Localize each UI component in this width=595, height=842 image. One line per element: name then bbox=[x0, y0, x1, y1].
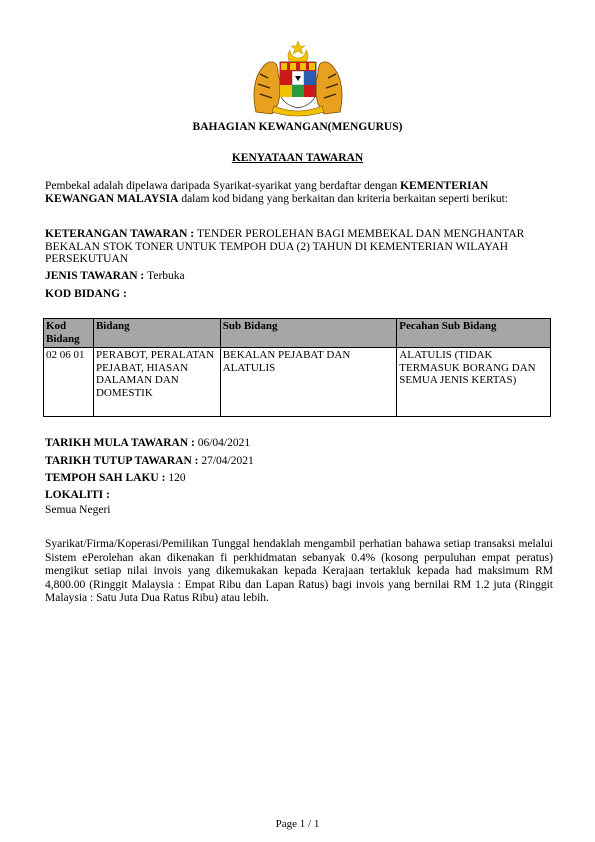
service-fee-paragraph: Syarikat/Firma/Koperasi/Pemilikan Tunggal hendaklah mengambil perhatian bahawa setiap transaksi melalui Sistem ePerolehan akan dikenakan fi perkhidmatan sebanyak 0.4% (kosong perpuluhan empat peratus) mengikut setiap nilai invois yang dikemukakan kepada Kerajaan tertakluk kepada had maksimum RM 4,800.00 (Ringgit Malaysia : Empat Ribu dan Lapan Ratus) bagi invois yang bernilai RM 1.2 juta (Ringgit Malaysia : Satu Juta Dua Ratus Ribu) atau lebih. bbox=[45, 538, 553, 604]
table-header-row bbox=[44, 319, 551, 348]
cell-bidang: PERABOT, PERALATAN PEJABAT, HIASAN DALAMAN DAN DOMESTIK bbox=[93, 348, 220, 417]
offer-type-label: JENIS TAWARAN : bbox=[45, 270, 148, 282]
table-row bbox=[44, 348, 551, 417]
offer-type-value: Terbuka bbox=[147, 270, 185, 282]
validity-period bbox=[45, 472, 186, 484]
field-code-heading: KOD BIDANG : bbox=[45, 288, 127, 300]
column-header-pecahan-sub-bidang: Pecahan Sub Bidang bbox=[397, 319, 551, 348]
offer-type bbox=[45, 270, 185, 282]
closing-date-value: 27/04/2021 bbox=[201, 455, 254, 467]
closing-date bbox=[45, 455, 254, 467]
ministry-name: KEMENTERIAN KEWANGAN MALAYSIA bbox=[45, 180, 489, 205]
locality-label bbox=[45, 489, 110, 501]
intro-text-after: dalam kod bidang yang berkaitan dan kriteria berkaitan seperti berikut: bbox=[178, 193, 508, 205]
field-code-table bbox=[43, 318, 551, 417]
page-number: Page 1 / 1 bbox=[275, 818, 320, 830]
coat-of-arms-icon bbox=[248, 40, 348, 118]
offer-description-value: TENDER PEROLEHAN BAGI MEMBEKAL DAN MENGHANTAR BEKALAN STOK TONER UNTUK TEMPOH DUA (2) TAHUN DI KEMENTERIAN WILAYAH PERSEKUTUAN bbox=[45, 228, 525, 265]
column-header-kod-bidang: Kod Bidang bbox=[44, 319, 94, 348]
cell-kod-bidang: 02 06 01 bbox=[44, 348, 94, 417]
column-header-sub-bidang: Sub Bidang bbox=[220, 319, 397, 348]
offer-description bbox=[45, 228, 557, 266]
closing-date-label: TARIKH TUTUP TAWARAN : bbox=[45, 455, 202, 467]
start-date bbox=[45, 437, 250, 449]
locality-value: Semua Negeri bbox=[45, 504, 111, 516]
intro-text-before: Pembekal adalah dipelawa daripada Syarikat-syarikat yang berdaftar dengan bbox=[45, 180, 401, 192]
document-title bbox=[0, 152, 595, 164]
cell-sub-bidang: BEKALAN PEJABAT DAN ALATULIS bbox=[220, 348, 397, 417]
organization-title: BAHAGIAN KEWANGAN(MENGURUS) bbox=[192, 121, 403, 133]
validity-period-value: 120 bbox=[168, 472, 186, 484]
cell-pecahan-sub-bidang: ALATULIS (TIDAK TERMASUK BORANG DAN SEMUA JENIS KERTAS) bbox=[397, 348, 551, 417]
document-title-text: KENYATAAN TAWARAN bbox=[231, 152, 364, 164]
intro-paragraph bbox=[45, 180, 555, 206]
validity-period-label: TEMPOH SAH LAKU : bbox=[45, 472, 169, 484]
offer-description-label: KETERANGAN TAWARAN : bbox=[45, 228, 197, 240]
column-header-bidang: Bidang bbox=[93, 319, 220, 348]
locality-label-text: LOKALITI : bbox=[45, 489, 110, 501]
start-date-label: TARIKH MULA TAWARAN : bbox=[45, 437, 198, 449]
start-date-value: 06/04/2021 bbox=[197, 437, 251, 449]
